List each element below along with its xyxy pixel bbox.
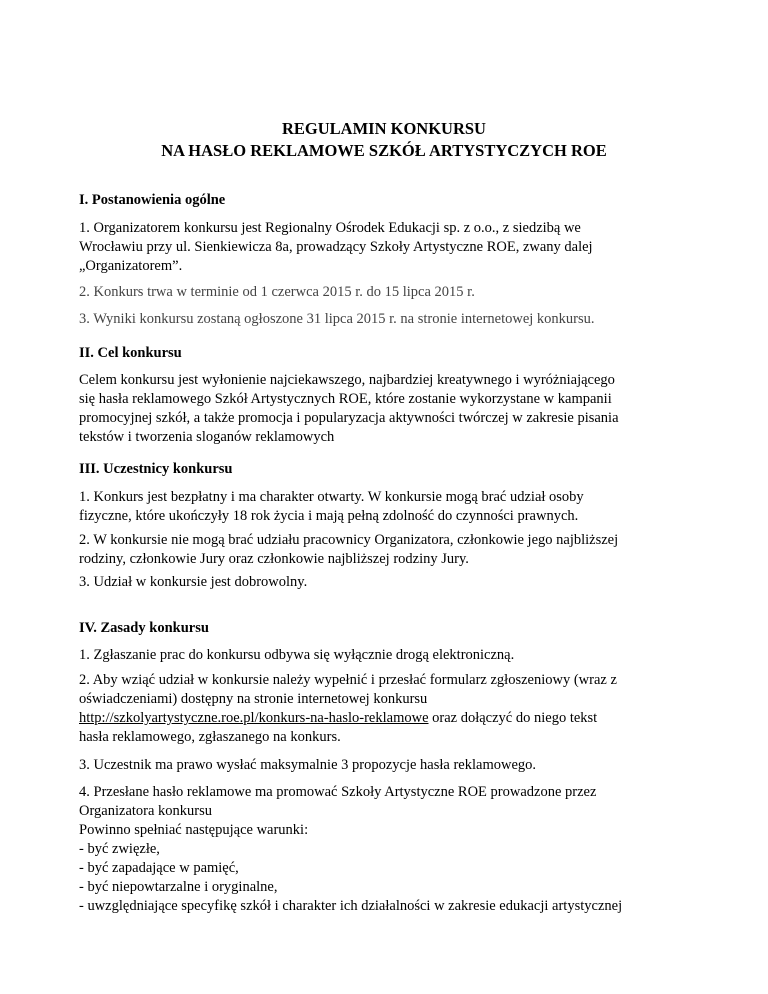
section-1-paragraph-3: 3. Wyniki konkursu zostaną ogłoszone 31 lipca 2015 r. na stronie internetowej konkursu. (79, 311, 595, 327)
text-line: 4. Przesłane hasło reklamowe ma promować Szkoły Artystyczne ROE prowadzone przez (79, 784, 597, 800)
text-line: 1. Konkurs jest bezpłatny i ma charakter otwarty. W konkursie mogą brać udział osoby (79, 489, 584, 505)
contest-url-link[interactable]: http://szkolyartystyczne.roe.pl/konkurs-na-haslo-reklamowe (79, 710, 429, 726)
section-4-paragraph-4 (79, 783, 689, 916)
text-line: Celem konkursu jest wyłonienie najciekawszego, najbardziej kreatywnego i wyróżniającego (79, 372, 615, 388)
document-title-line-2: NA HASŁO REKLAMOWE SZKÓŁ ARTYSTYCZYCH ROE (161, 141, 607, 160)
text-line (79, 709, 689, 728)
list-item: - być zwięzłe, (79, 841, 160, 857)
text-line: fizyczne, które ukończyły 18 rok życia i mają pełną zdolność do czynności prawnych. (79, 508, 579, 524)
text-fragment: oraz dołączyć do niego tekst (428, 710, 598, 726)
text-line: Wrocławiu przy ul. Sienkiewicza 8a, prowadzący Szkoły Artystyczne ROE, zwany dalej (79, 239, 593, 255)
section-2-heading: II. Cel konkursu (79, 345, 182, 361)
list-item: - być niepowtarzalne i oryginalne, (79, 879, 278, 895)
text-line: Organizatora konkursu (79, 803, 213, 819)
section-4-paragraph-3: 3. Uczestnik ma prawo wysłać maksymalnie 3 propozycje hasła reklamowego. (79, 757, 537, 773)
text-line: tekstów i tworzenia sloganów reklamowych (79, 429, 335, 445)
text-line: się hasła reklamowego Szkół Artystycznych ROE, które zostanie wykorzystane w kampanii (79, 391, 612, 407)
text-line: 2. Aby wziąć udział w konkursie należy wypełnić i przesłać formularz zgłoszeniowy (wraz z (79, 672, 617, 688)
text-line: promocyjnej szkół, a także promocja i popularyzacja aktywności twórczej w zakresie pisania (79, 410, 619, 426)
document-title-line-1: REGULAMIN KONKURSU (282, 119, 486, 138)
section-2-paragraph (79, 371, 689, 447)
section-4-paragraph-2 (79, 671, 689, 747)
section-1-heading: I. Postanowienia ogólne (79, 192, 226, 208)
text-line: hasła reklamowego, zgłaszanego na konkurs. (79, 729, 341, 745)
section-3-paragraph-1 (79, 488, 689, 526)
list-item: - uwzględniające specyfikę szkół i charakter ich działalności w zakresie edukacji artystycznej (79, 898, 623, 914)
section-3-heading: III. Uczestnicy konkursu (79, 461, 233, 477)
text-line: Powinno spełniać następujące warunki: (79, 822, 309, 838)
text-line: oświadczeniami) dostępny na stronie internetowej konkursu (79, 691, 428, 707)
list-item: - być zapadające w pamięć, (79, 860, 239, 876)
section-4-paragraph-1: 1. Zgłaszanie prac do konkursu odbywa się wyłącznie drogą elektroniczną. (79, 647, 515, 663)
section-3-paragraph-3: 3. Udział w konkursie jest dobrowolny. (79, 574, 308, 590)
text-line: 2. W konkursie nie mogą brać udziału pracownicy Organizatora, członkowie jego najbliższej (79, 532, 619, 548)
section-3-paragraph-2 (79, 531, 689, 569)
text-line: 1. Organizatorem konkursu jest Regionalny Ośrodek Edukacji sp. z o.o., z siedzibą we (79, 220, 581, 236)
section-1-paragraph-1 (79, 219, 689, 276)
section-1-paragraph-2: 2. Konkurs trwa w terminie od 1 czerwca 2015 r. do 15 lipca 2015 r. (79, 284, 475, 300)
text-line: rodziny, członkowie Jury oraz członkowie najbliższej rodziny Jury. (79, 551, 469, 567)
text-line: „Organizatorem”. (79, 258, 183, 274)
section-4-heading: IV. Zasady konkursu (79, 620, 209, 636)
